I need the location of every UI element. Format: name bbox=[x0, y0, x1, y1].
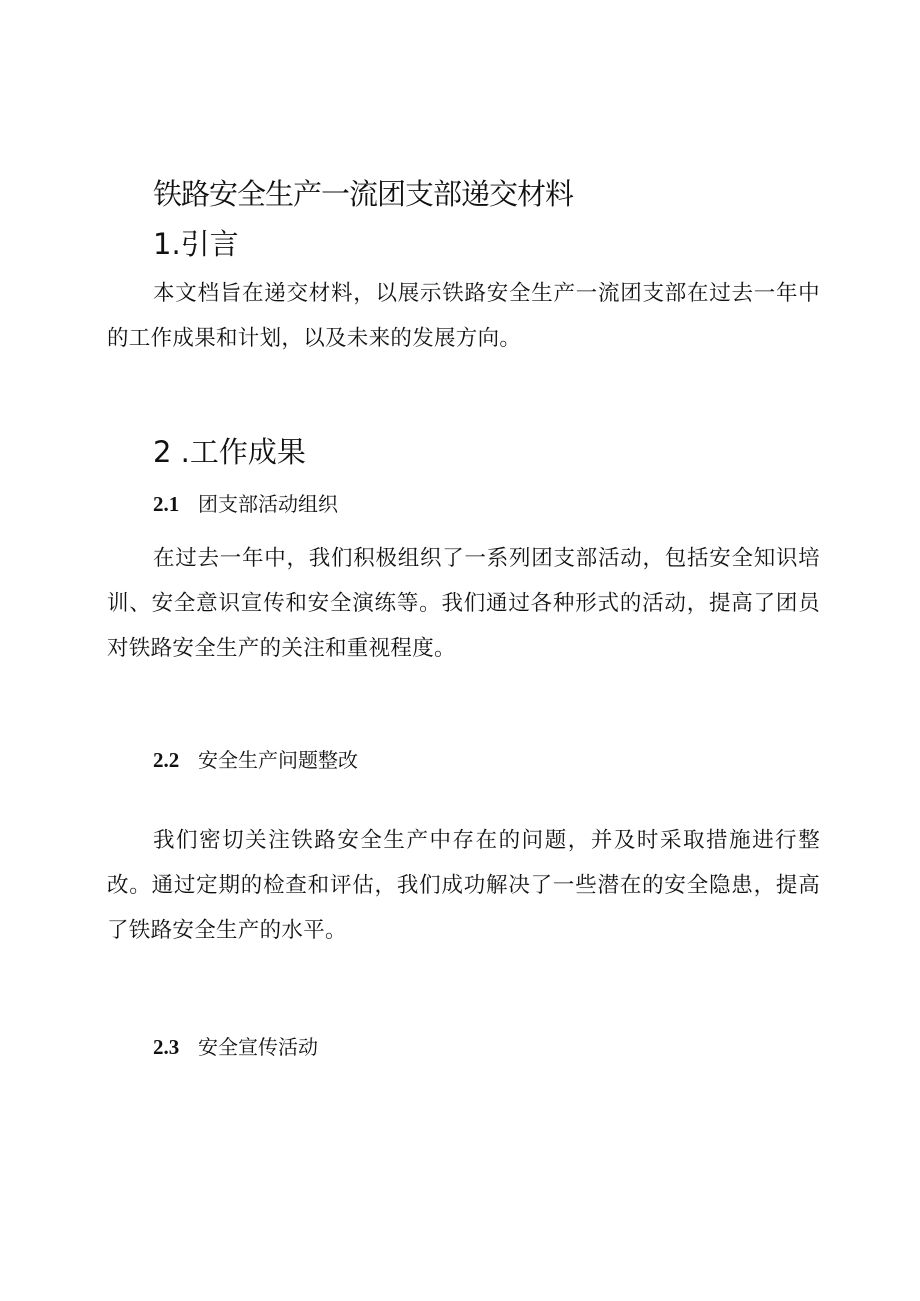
subsection-heading-2-2 bbox=[153, 746, 358, 774]
document-title: 铁路安全生产一流团支部递交材料 bbox=[153, 177, 574, 211]
subsection-title: 安全生产问题整改 bbox=[198, 748, 358, 772]
subsection-number: 2.2 bbox=[153, 748, 180, 772]
section-heading-introduction: 1.引言 bbox=[153, 227, 239, 261]
section-heading-work-results: 2 .工作成果 bbox=[153, 435, 306, 469]
introduction-paragraph: 本文档旨在递交材料，以展示铁路安全生产一流团支部在过去一年中的工作成果和计划，以及未来的发展方向。 bbox=[107, 281, 820, 351]
subsection-number: 2.1 bbox=[153, 492, 180, 516]
subsection-heading-2-1 bbox=[153, 490, 338, 518]
subsection-2-2-paragraph: 我们密切关注铁路安全生产中存在的问题，并及时采取措施进行整改。通过定期的检查和评估，我们成功解决了一些潜在的安全隐患，提高了铁路安全生产的水平。 bbox=[107, 828, 820, 943]
subsection-title: 团支部活动组织 bbox=[198, 492, 338, 516]
subsection-heading-2-3 bbox=[153, 1033, 318, 1061]
subsection-number: 2.3 bbox=[153, 1035, 180, 1059]
subsection-title: 安全宣传活动 bbox=[198, 1035, 318, 1059]
subsection-2-1-paragraph: 在过去一年中，我们积极组织了一系列团支部活动，包括安全知识培训、安全意识宣传和安全演练等。我们通过各种形式的活动，提高了团员对铁路安全生产的关注和重视程度。 bbox=[107, 546, 820, 661]
